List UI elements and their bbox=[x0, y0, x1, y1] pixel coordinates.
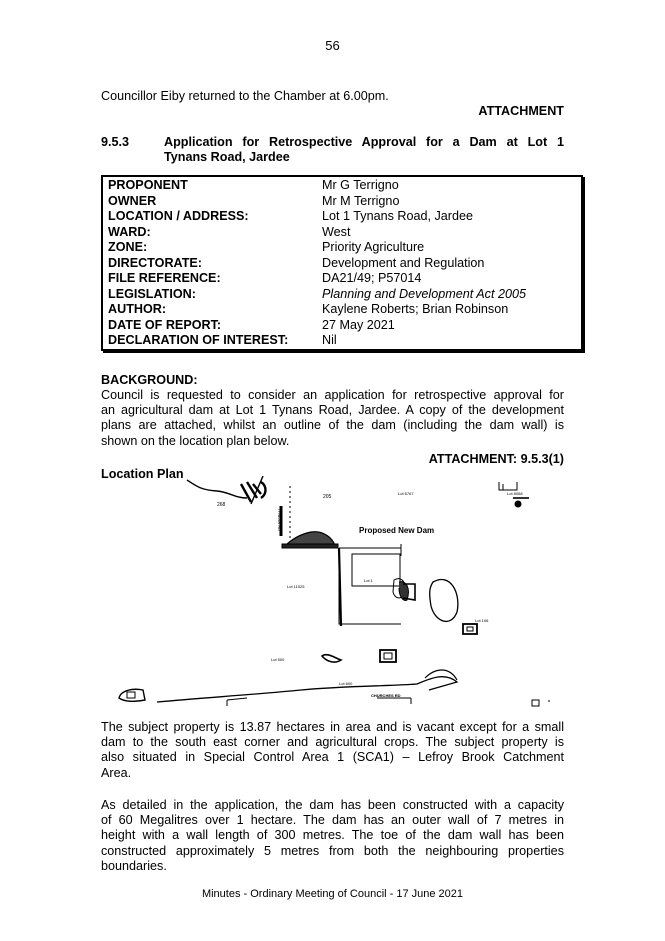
info-label: DATE OF REPORT: bbox=[108, 317, 222, 332]
text-line: also situated in Special Control Area 1 (SCA1) – Lefroy Brook Catchment bbox=[101, 750, 564, 765]
info-value: DA21/49; P57014 bbox=[322, 271, 422, 285]
page-footer: Minutes - Ordinary Meeting of Council - 17 June 2021 bbox=[201, 888, 464, 900]
text-line: Area. bbox=[101, 765, 132, 780]
info-value: Kaylene Roberts; Brian Robinson bbox=[322, 302, 509, 316]
text-line: shown on the location plan below. bbox=[101, 433, 290, 448]
info-label: DIRECTORATE: bbox=[108, 255, 202, 270]
text-line: boundaries. bbox=[101, 858, 167, 873]
map-label-proposed-dam: Proposed New Dam bbox=[359, 526, 435, 535]
map-label-lot-106: Lot 106 bbox=[475, 618, 489, 623]
info-row-location bbox=[108, 209, 578, 225]
background-heading: BACKGROUND: bbox=[101, 373, 198, 387]
info-label: LEGISLATION: bbox=[108, 286, 196, 301]
location-plan-heading: Location Plan bbox=[101, 467, 184, 481]
map-label-tynans-road: TYNANS RD bbox=[277, 508, 282, 532]
info-value: Lot 1 Tynans Road, Jardee bbox=[322, 209, 473, 223]
info-value: Priority Agriculture bbox=[322, 240, 425, 254]
info-value: 27 May 2021 bbox=[322, 317, 395, 332]
page-number: 56 bbox=[325, 38, 340, 53]
item-title-line2: Tynans Road, Jardee bbox=[164, 150, 290, 164]
map-label-lot-600: Lot 600 bbox=[339, 681, 353, 686]
info-row-file-reference bbox=[108, 271, 578, 287]
info-row-date bbox=[108, 318, 578, 334]
attachment-heading: ATTACHMENT bbox=[478, 104, 564, 118]
map-label-lot-11025: Lot 11025 bbox=[287, 584, 305, 589]
info-label: FILE REFERENCE: bbox=[108, 271, 221, 285]
map-label-lot-8068: Lot 8068 bbox=[507, 491, 523, 496]
info-row-ward bbox=[108, 225, 578, 241]
map-label-lot-500: Lot 500 bbox=[271, 657, 285, 662]
info-label: LOCATION / ADDRESS: bbox=[108, 209, 249, 223]
text-line: height with a wall length of 300 metres. The toe of the dam wall has been bbox=[101, 828, 564, 843]
info-value: Planning and Development Act 2005 bbox=[322, 286, 526, 301]
attachment-reference: ATTACHMENT: 9.5.3(1) bbox=[428, 452, 564, 466]
text-line: The subject property is 13.87 hectares in area and is vacant except for a small bbox=[101, 720, 564, 734]
info-row-owner bbox=[108, 194, 578, 210]
text-line: As detailed in the application, the dam has been constructed with a capacity bbox=[101, 798, 564, 812]
info-label: ZONE: bbox=[108, 240, 148, 254]
text-line: constructed approximately 5 metres from both the neighbouring properties bbox=[101, 843, 564, 858]
info-value: Mr G Terrigno bbox=[322, 178, 399, 192]
location-plan-map bbox=[101, 476, 571, 710]
info-label: OWNER bbox=[108, 193, 157, 208]
info-value: Development and Regulation bbox=[322, 255, 485, 270]
text-line: an agricultural dam at Lot 1 Tynans Road, Jardee. A copy of the development bbox=[101, 403, 564, 418]
info-value: Mr M Terrigno bbox=[322, 193, 400, 208]
text-line: of 60 Megalitres over 1 hectare. The dam has an outer wall of 7 metres in bbox=[101, 813, 564, 828]
info-label: WARD: bbox=[108, 224, 151, 239]
info-label: DECLARATION OF INTEREST: bbox=[108, 333, 289, 347]
item-title-line1: Application for Retrospective Approval for a Dam at Lot 1 bbox=[164, 135, 564, 149]
map-label-lot-6767: Lot 6767 bbox=[398, 491, 414, 496]
info-label: AUTHOR: bbox=[108, 302, 167, 316]
info-box bbox=[101, 175, 583, 351]
text-line: plans are attached, whilst an outline of the dam (including the dam wall) is bbox=[101, 418, 564, 433]
info-label: PROPONENT bbox=[108, 178, 188, 192]
info-value: West bbox=[322, 224, 351, 239]
info-row-author bbox=[108, 302, 578, 318]
map-label-lot-1: Lot 1 bbox=[364, 578, 373, 583]
map-label-churches-road: CHURCHES RD bbox=[371, 693, 401, 698]
map-label-lot-268: 268 bbox=[217, 502, 226, 508]
dam-details-paragraph bbox=[101, 798, 564, 874]
map-label-lot-205: 205 bbox=[323, 494, 332, 500]
info-row-zone bbox=[108, 240, 578, 256]
text-line: Council is requested to consider an application for retrospective approval for bbox=[101, 388, 564, 402]
item-number: 9.5.3 bbox=[101, 135, 130, 149]
info-row-directorate bbox=[108, 256, 578, 272]
background-paragraph bbox=[101, 388, 564, 449]
info-row-declaration bbox=[108, 333, 578, 349]
intro-line: Councillor Eiby returned to the Chamber at 6.00pm. bbox=[101, 89, 389, 103]
property-paragraph bbox=[101, 720, 564, 781]
text-line: dam to the south east corner and agricultural crops. The subject property is bbox=[101, 735, 564, 750]
info-row-legislation bbox=[108, 287, 578, 303]
info-value: Nil bbox=[322, 333, 337, 347]
info-row-proponent bbox=[108, 178, 578, 194]
